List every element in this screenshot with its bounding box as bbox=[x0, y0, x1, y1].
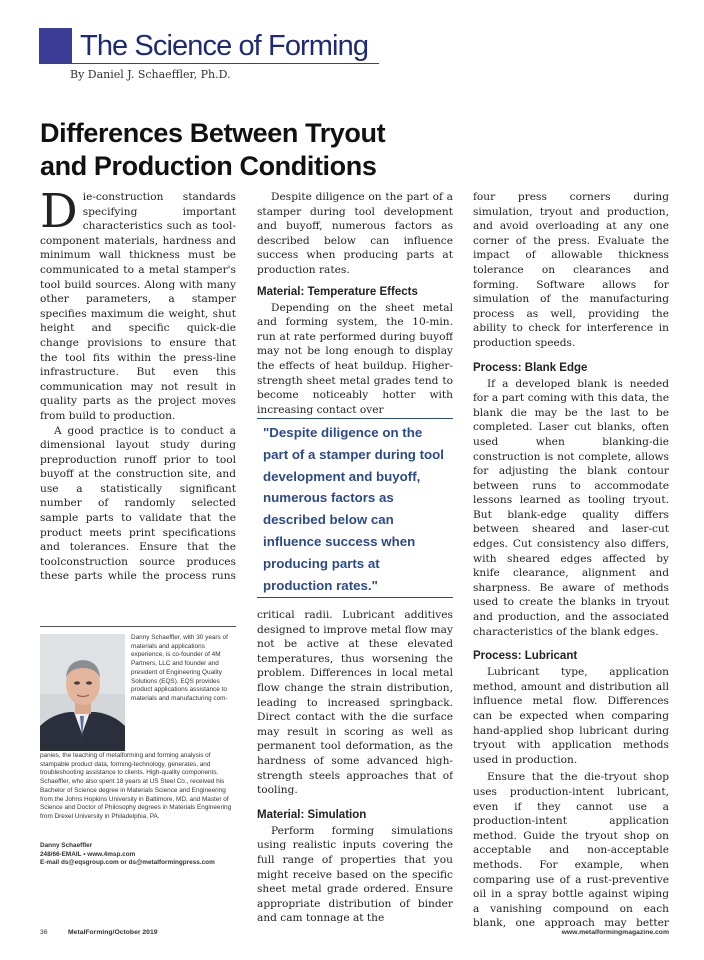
col1-paragraph-2: A good practice is to conduct a dimensional layout study during preproduction runoff prior to tool buyoff at the construction site, and use a statistically significant number of randomly selected sample parts to validate that the product meets print specifications and tolerances. Ensure that the toolconstruction source produces these parts while the process runs bbox=[40, 424, 236, 582]
bio-text-side: Danny Schaeffler, with 30 years of materials and applications experience, is co-founder of 4M Partners, LLC and founder and president of Engineering Quality Solutions (EQS). EQS provides product applications assistance to materials and manufacturing com- bbox=[131, 634, 228, 702]
pull-quote bbox=[257, 418, 453, 598]
drop-cap: D bbox=[40, 190, 78, 239]
author-photo bbox=[40, 634, 125, 751]
col1-p1-text: ie-construction standards specifying important characteristics such as tool-component materials, hardness and minimum wall thickness must be communicated to a metal stamper's tool build sources. Along with many other parameters, a stamper specifies maximum die weight, shut height and specific quick-die change provisions to ensure that the tool fits within the press-line infrastructure. But even this communication may not result in quality parts as the project moves from build to production. bbox=[40, 191, 236, 422]
footer-website: www.metalformingmagazine.com bbox=[561, 929, 669, 936]
article-title-line2: and Production Conditions bbox=[40, 151, 377, 181]
article-title-line1: Differences Between Tryout bbox=[40, 118, 386, 148]
col3-paragraph-4: Ensure that the die-tryout shop uses production-intent lubricant, even if they cannot use a production-intent application method. Guide the tryout shop on acceptable and non-acceptable methods. For example, when comparing use of a rust-preventive oil in a spray bottle against wiping a vanishing compound on each blank, one approach may better bbox=[473, 771, 669, 928]
column-2-top bbox=[257, 190, 453, 416]
col2-paragraph-1: Despite diligence on the part of a stamper during tool development and buyoff, numerous factors as described below can influence success when producing parts at production rates. bbox=[257, 191, 453, 276]
col3-paragraph-3: Lubricant type, application method, amount and distribution all influence metal flow. Differences can be expected when comparing hand-applied shop lubricant during tryout with application methods used in production. bbox=[473, 666, 669, 766]
bio-text-full: panies, the teaching of metalforming and forming analysis of stampable product data, forming-technology, generates, and troubleshooting assistance to clients. High-quality components. Schaeffler, who also spent 18 years at US Steel Co., received his Bachelor of Science degree in Materials Science and Engineering from the Johns Hopkins University in Baltimore, MD, and Master of Science and Doctor of Philosophy degrees in Materials Engineering from Drexel University in Philadelphia, PA. bbox=[40, 752, 232, 820]
header-accent-bar bbox=[39, 28, 72, 64]
col1-paragraph-1 bbox=[40, 190, 236, 424]
byline: By Daniel J. Schaeffler, Ph.D. bbox=[70, 68, 231, 81]
column-2-bottom bbox=[257, 608, 453, 928]
section-title: The Science of Forming bbox=[80, 30, 369, 62]
bio-contact-phone: 248/66-EMAIL • www.4msp.com bbox=[40, 850, 136, 858]
col3-subhead-blank-edge: Process: Blank Edge bbox=[473, 361, 588, 374]
column-3 bbox=[473, 190, 669, 928]
col2-subhead-simulation: Material: Simulation bbox=[257, 808, 367, 821]
column-1 bbox=[40, 190, 236, 582]
bio-contact-email: E-mail ds@eqsgroup.com or ds@metalformingpress.com bbox=[40, 859, 215, 867]
header-rule bbox=[39, 63, 379, 64]
author-portrait-graphic bbox=[40, 634, 125, 751]
col2-paragraph-4: Perform forming simulations using realistic inputs covering the full range of properties that you might receive based on the specific sheet metal grade ordered. Ensure appropriate distribution of binder and cam tonnage at the bbox=[257, 824, 453, 925]
article-title bbox=[40, 117, 620, 183]
bio-contact-name: Danny Schaeffler bbox=[40, 842, 93, 849]
pull-quote-text: "Despite diligence on the part of a stamper during tool development and buyoff, numerous factors as described below can influence success when producing parts at production rates." bbox=[263, 425, 444, 593]
col3-paragraph-2: If a developed blank is needed for a part coming with this data, the blank die may be the last to be completed. Laser cut blanks, often used when blanking-die construction is not complete, allows for adjusting the blank contour between runs to accommodate lessons learned as tooling tryout. But blank-edge quality differs between sheared and laser-cut edges. Cut consistency also differs, with sheared edges affected by knife clearance, alignment and sharpness. Be aware of methods used to create the blanks in tryout and production, and the associated characteristics of the blank edges. bbox=[473, 377, 669, 638]
col2-subhead-temperature: Material: Temperature Effects bbox=[257, 285, 418, 298]
col3-subhead-lubricant: Process: Lubricant bbox=[473, 650, 578, 663]
col3-paragraph-1: four press corners during simulation, tryout and production, and avoid overloading at any one corner of the press. Evaluate the impact of allowable thickness tolerance on clearances and forming. Software allows for simulation of the manufacturing process as well, providing the ability to check for interference in production speeds. bbox=[473, 191, 669, 349]
bio-contact bbox=[40, 842, 260, 868]
col2-paragraph-2: Depending on the sheet metal and forming system, the 10-min. run at rate performed during buyoff may not be long enough to display the effects of heat buildup. Higher-strength sheet metal grades tend to become noticeably hotter with increasing contact over bbox=[257, 301, 453, 416]
section-header bbox=[39, 28, 379, 64]
footer-issue: MetalForming/October 2019 bbox=[68, 929, 158, 936]
col2-paragraph-3: critical radii. Lubricant additives designed to improve metal flow may not be active at these elevated temperatures, thus worsening the problem. Differences in local metal flow change the strain distribution, leading to increased springback. Direct contact with the die surface may result in scoring as well as permanent tool deformation, as the hardness of some advanced high-strength steels approaches that of tooling. bbox=[257, 609, 453, 797]
bio-top-rule bbox=[40, 626, 236, 627]
footer-page-number: 36 bbox=[40, 929, 48, 936]
